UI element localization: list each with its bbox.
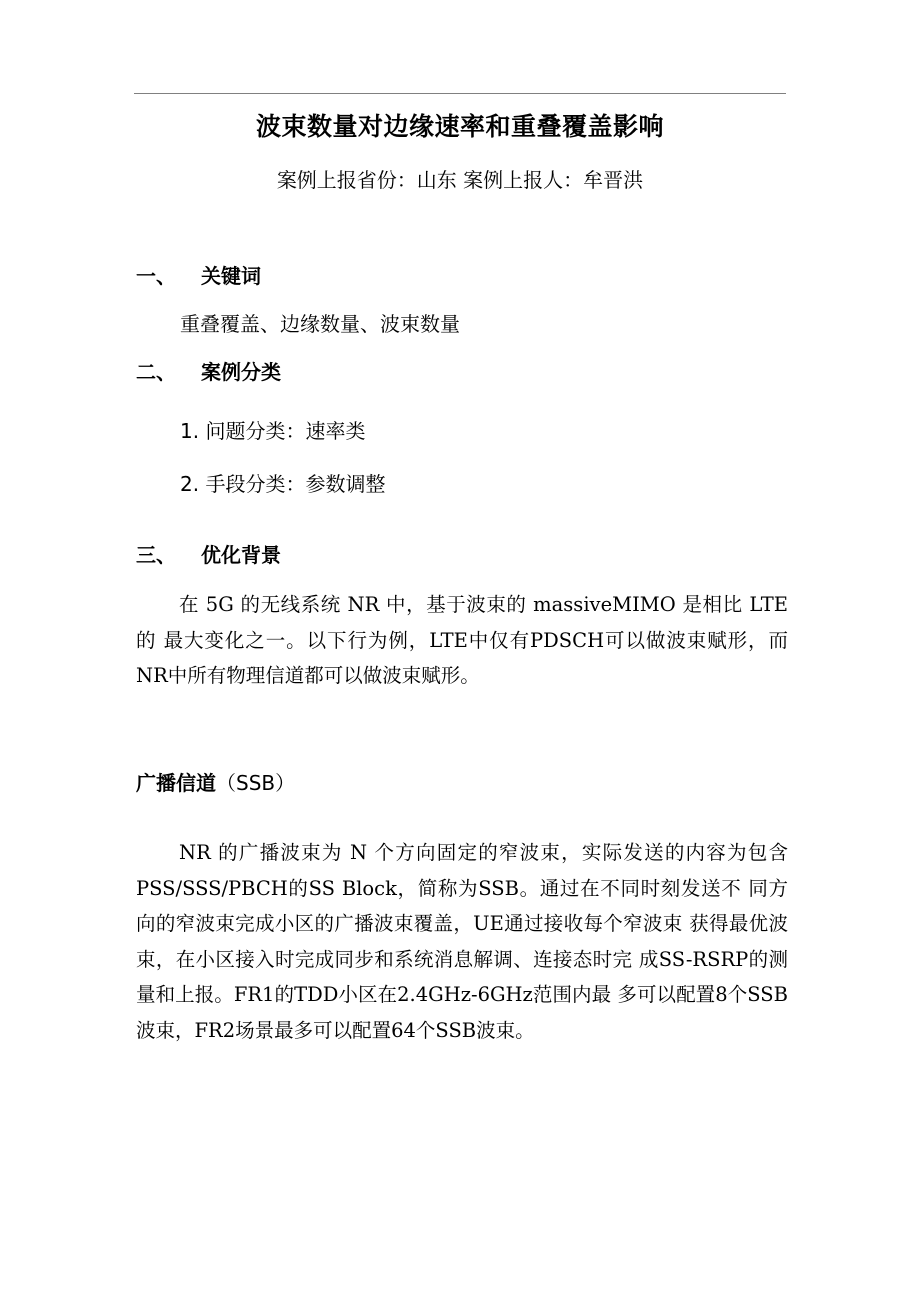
- report-info: 案例上报省份：山东 案例上报人：牟晋洪: [276, 168, 644, 192]
- section-3-heading: [136, 540, 281, 570]
- document-title: 波束数量对边缘速率和重叠覆盖影响: [255, 112, 664, 141]
- section-2-heading: [136, 357, 281, 387]
- broadcast-heading-main: 广播信道: [136, 771, 216, 795]
- section-2-title: 案例分类: [201, 360, 281, 384]
- header-rule: [134, 93, 786, 94]
- section-2-number: 二、: [136, 360, 176, 384]
- keywords-text: 重叠覆盖、边缘数量、波束数量: [180, 312, 460, 336]
- category-item-1: 1. 问题分类：速率类: [180, 419, 366, 443]
- section-3-title: 优化背景: [201, 543, 281, 567]
- section-1-title: 关键词: [201, 264, 261, 288]
- category-item-2: 2. 手段分类：参数调整: [180, 472, 386, 496]
- broadcast-channel-heading: [136, 767, 295, 799]
- broadcast-paragraph: NR 的广播波束为 N 个方向固定的窄波束，实际发送的内容为包含PSS/SSS/PBCH的SS Block，简称为SSB。通过在不同时刻发送不 同方向的窄波束完成小区的广播波束覆盖，UE通过接收每个窄波束 获得最优波束，在小区接入时完成同步和系统消息解调、连接态时完 成SS-RSRP的测量和上报。FR1的TDD小区在2.4GHz-6GHz范围内最 多可以配置8个SSB波束，FR2场景最多可以配置64个SSB波束。: [136, 841, 788, 1042]
- section-3-number: 三、: [136, 543, 176, 567]
- broadcast-heading-tag: （SSB）: [216, 771, 296, 795]
- section-1-number: 一、: [136, 264, 176, 288]
- section-1-heading: [136, 261, 261, 291]
- background-paragraph: 在 5G 的无线系统 NR 中，基于波束的 massiveMIMO 是相比 LTE 的 最大变化之一。以下行为例，LTE中仅有PDSCH可以做波束赋形，而 NR中所有物理信道都可以做波束赋形。: [136, 593, 788, 687]
